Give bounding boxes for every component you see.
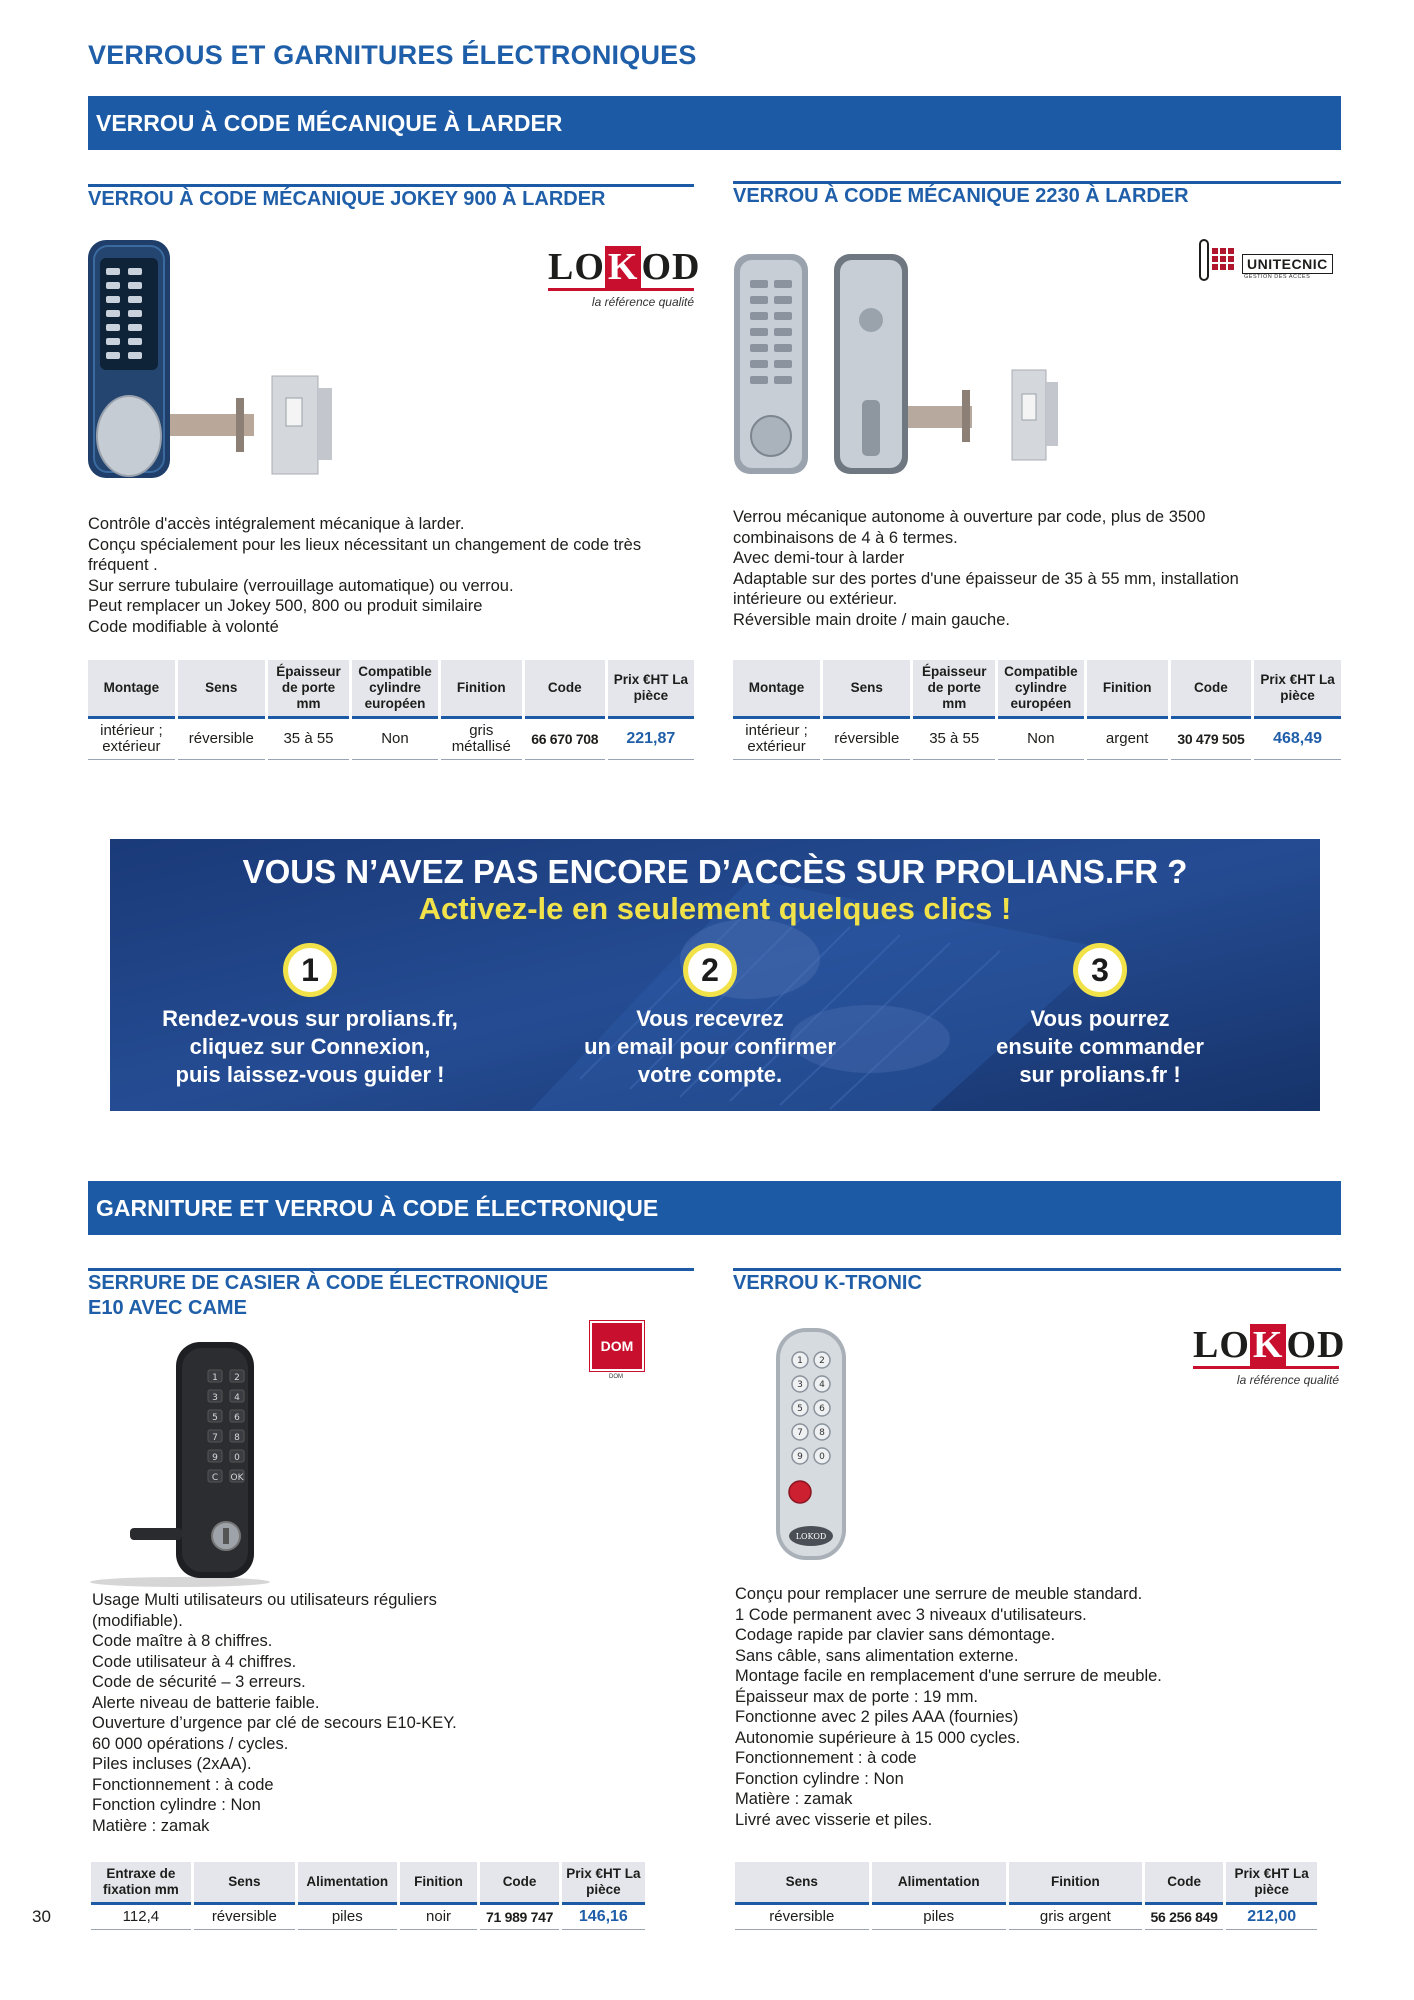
svg-text:C: C <box>211 1473 219 1483</box>
unitecnic-emblem-icon <box>1196 238 1242 282</box>
svg-text:3: 3 <box>212 1393 218 1403</box>
product-title-k-tronic: VERROU K-TRONIC <box>733 1272 922 1294</box>
svg-text:2: 2 <box>234 1373 240 1383</box>
svg-text:6: 6 <box>819 1404 825 1414</box>
svg-text:8: 8 <box>234 1433 240 1443</box>
promo-title: VOUS N’AVEZ PAS ENCORE D’ACCÈS SUR PROLIANS.FR ? <box>242 853 1188 890</box>
promo-banner <box>110 839 1320 1111</box>
table-row: 112,4 réversible piles noir 71 989 747 146,16 <box>91 1905 645 1930</box>
product-image-e10 <box>80 1338 270 1588</box>
svg-text:6: 6 <box>234 1413 240 1423</box>
product-title-2230: VERROU À CODE MÉCANIQUE 2230 À LARDER <box>733 185 1189 207</box>
svg-text:1: 1 <box>212 1373 218 1383</box>
spec-table-e10: Entraxe de fixation mm Sens Alimentation Finition Code Prix €HT La pièce 112,4 réversible piles noir 71 989 747 146,16 <box>88 1862 648 1930</box>
svg-text:3: 3 <box>797 1380 803 1390</box>
brand-logo-unitecnic: UNITECNIC GESTION DES ACCÈS <box>1196 238 1338 282</box>
svg-text:LOKOD: LOKOD <box>795 1532 827 1541</box>
section-banner-mechanical: VERROU À CODE MÉCANIQUE À LARDER <box>88 96 1341 150</box>
spec-table-2230: Montage Sens Épaisseur de porte mm Compatible cylindre européen Finition Code Prix €HT La pièce intérieur ; extérieur réversible 35 à 55 Non argent 30 479 505 468,49 <box>730 660 1344 760</box>
product-title-jokey-900: VERROU À CODE MÉCANIQUE JOKEY 900 À LARDER <box>88 188 606 210</box>
page-number: 30 <box>32 1907 51 1926</box>
brand-logo-lokod: LOKOD la référence qualité <box>1193 1324 1346 1387</box>
svg-text:2: 2 <box>819 1356 825 1366</box>
step-number-badge: 1 <box>283 943 337 997</box>
product-description-jokey-900: Contrôle d'accès intégralement mécanique à larder. Conçu spécialement pour les lieux nécessitant un changement de code très fréquent . Sur serrure tubulaire (verrouillage automatique) ou verrou. Peut remplacer un Jokey 500, 800 ou produit similaire Code modifiable à volonté <box>88 515 642 636</box>
svg-text:9: 9 <box>212 1453 218 1463</box>
product-image-2230 <box>730 250 1070 480</box>
product-image-jokey-900 <box>86 238 346 482</box>
promo-subtitle: Activez-le en seulement quelques clics ! <box>418 891 1012 926</box>
product-description-e10: Usage Multi utilisateurs ou utilisateurs réguliers (modifiable). Code maître à 8 chiffres. Code utilisateur à 4 chiffres. Code de sécurité – 3 erreurs. Alerte niveau de batterie faible. Ouverture d’urgence par clé de secours E10-KEY. 60 000 opérations / cycles. Piles incluses (2xAA). Fonctionnement : à code Fonction cylindre : Non Matière : zamak <box>92 1591 457 1835</box>
svg-text:0: 0 <box>819 1452 825 1462</box>
svg-text:5: 5 <box>212 1413 218 1423</box>
brand-logo-dom: DOM DOM <box>590 1321 642 1387</box>
table-row: intérieur ; extérieur réversible 35 à 55 Non argent 30 479 505 468,49 <box>733 719 1341 760</box>
brand-logo-lokod: LOKOD la référence qualité <box>548 246 701 309</box>
product-title-e10: SERRURE DE CASIER À CODE ÉLECTRONIQUE E10 AVEC CAME <box>88 1272 549 1319</box>
promo-step-3: 3 Vous pourrez ensuite commander sur prolians.fr ! <box>930 943 1270 1089</box>
svg-text:OK: OK <box>230 1473 244 1483</box>
svg-text:7: 7 <box>797 1428 803 1438</box>
step-number-badge: 3 <box>1073 943 1127 997</box>
svg-text:8: 8 <box>819 1428 825 1438</box>
spec-table-jokey-900: Montage Sens Épaisseur de porte mm Compatible cylindre européen Finition Code Prix €HT La pièce intérieur ; extérieur réversible 35 à 55 Non gris métallisé 66 670 708 221,87 <box>85 660 697 760</box>
svg-text:4: 4 <box>819 1380 825 1390</box>
table-row: réversible piles gris argent 56 256 849 212,00 <box>735 1905 1317 1930</box>
svg-text:7: 7 <box>212 1433 218 1443</box>
step-number-badge: 2 <box>683 943 737 997</box>
svg-text:5: 5 <box>797 1404 803 1414</box>
svg-text:4: 4 <box>234 1393 240 1403</box>
product-description-k-tronic: Conçu pour remplacer une serrure de meuble standard. 1 Code permanent avec 3 niveaux d'utilisateurs. Codage rapide par clavier sans démontage. Sans câble, sans alimentation externe. Montage facile en remplacement d'une serrure de meuble. Épaisseur max de porte : 19 mm. Fonctionne avec 2 piles AAA (fournies) Autonomie supérieure à 15 000 cycles. Fonctionnement : à code Fonction cylindre : Non Matière : zamak Livré avec visserie et piles. <box>735 1585 1162 1829</box>
svg-text:1: 1 <box>797 1356 803 1366</box>
promo-step-2: 2 Vous recevrez un email pour confirmer votre compte. <box>540 943 880 1089</box>
product-description-2230: Verrou mécanique autonome à ouverture par code, plus de 3500 combinaisons de 4 à 6 termes. Avec demi-tour à larder Adaptable sur des portes d'une épaisseur de 35 à 55 mm, installation intérieure ou extérieur. Réversible main droite / main gauche. <box>733 508 1239 629</box>
svg-text:0: 0 <box>234 1453 240 1463</box>
svg-text:9: 9 <box>797 1452 803 1462</box>
page-title: VERROUS ET GARNITURES ÉLECTRONIQUES <box>88 40 697 70</box>
product-image-k-tronic <box>770 1326 852 1564</box>
table-row: intérieur ; extérieur réversible 35 à 55 Non gris métallisé 66 670 708 221,87 <box>88 719 694 760</box>
section-banner-electronic: GARNITURE ET VERROU À CODE ÉLECTRONIQUE <box>88 1181 1341 1235</box>
spec-table-k-tronic: Sens Alimentation Finition Code Prix €HT La pièce réversible piles gris argent 56 256 849 212,00 <box>732 1862 1320 1930</box>
promo-step-1: 1 Rendez-vous sur prolians.fr, cliquez sur Connexion, puis laissez-vous guider ! <box>140 943 480 1089</box>
